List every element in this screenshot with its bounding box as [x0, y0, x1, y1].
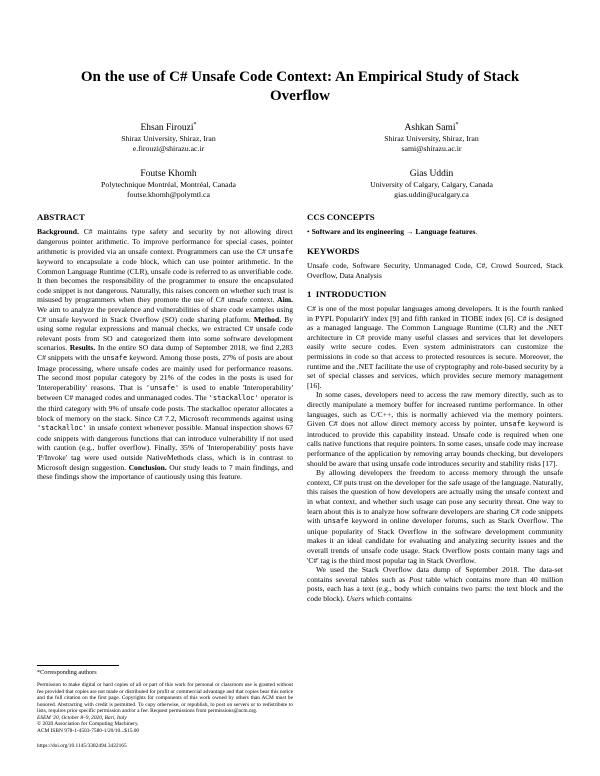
section-heading-keywords: KEYWORDS: [307, 245, 360, 256]
conference-line: ESEM '20, October 8–9, 2020, Bari, Italy: [37, 714, 127, 721]
right-column: [307, 212, 563, 752]
author-name-text: Gias Uddin: [409, 169, 454, 180]
author-email[interactable]: gias.uddin@ucalgary.ca: [394, 190, 469, 200]
section-heading-ccs: CCS CONCEPTS: [307, 212, 375, 223]
footnote-rule: [37, 665, 119, 666]
corresponding-footnote: *Corresponding authors: [37, 668, 97, 676]
author-email[interactable]: foutse.khomh@polymtl.ca: [127, 190, 210, 200]
author-block-3: [37, 165, 300, 200]
author-block-1: [37, 119, 300, 154]
author-name: [37, 165, 300, 180]
author-name: [300, 119, 563, 134]
author-grid: [37, 119, 563, 200]
author-email[interactable]: e.firouzi@shirazu.ac.ir: [132, 144, 205, 154]
section-heading-abstract: ABSTRACT: [37, 212, 85, 223]
intro-paragraph-4: We used the Stack Overflow data dump of September 2018. The data-set contains several tables such as Post table which contains more than 40 million posts, each has a text (e.g., body which contains two parts: the text block and the code block). Users which contains: [307, 565, 563, 603]
intro-paragraph-3: By allowing developers the freedom to access memory through the unsafe context, C# puts trust on the developer for the safe usage of the language. Naturally, this raises the question of how developers are actually using the unsafe context and in what context, and whether such usage can pose any security threat. One way to learn about this is to analyze how software developers are sharing C# code snippets with unsafe keyword in online developer forums, such as Stack Overflow. The unique popularity of Stack Overflow in the software development community makes it an ideal candidate for evaluating and analyzing security issues and the overall trends of unsafe code usage. Stack Overflow posts contain many tags and 'C#' tag is the third most popular tag in Stack Overflow.: [307, 468, 563, 565]
author-block-2: [300, 119, 563, 154]
two-column-body: [37, 212, 563, 752]
abstract-text: Background. C# maintains type safety and security by not allowing direct dangerous pointer arithmetic. To improve performance for special cases, pointer arithmetic is provided via an unsafe context. Programmers can use the C# unsafe keyword to encapsulate a code block, which can use pointer arithmetic. In the Common Language Runtime (CLR), unsafe code is referred to as unverifiable code. It then becomes the responsibility of the programmer to ensure the encapsulated code snippet is not dangerous. Naturally, this raises concern on whether such trust is misused by programmers when they promote the use of C# unsafe context. Aim. We aim to analyze the prevalence and vulnerabilities of share code examples using C# unsafe keyword in Stack Overflow (SO) code sharing platform. Method. By using some regular expressions and manual checks, we extracted C# unsafe code relevant posts from SO and categorized them into some software development scenarios. Results. In the entire SO data dump of September 2018, we find 2,283 C# snippets with the unsafe keyword. Among those posts, 27% of posts are about Image processing, where unsafe codes are mainly used for performance reasons. The second most popular category by 21% of the codes in the posts is used for 'Interoperability' reasons. That is 'unsafe' is used to enable 'Interoperability' between C# managed codes and unmanaged codes. The 'stackalloc' operator is the third category with 9% of unsafe code posts. The stackalloc operator allocates a block of memory on the stack. Since C# 7.2, Microsoft recommends against using 'stackalloc' in unsafe context whenever possible. Manual inspection shows 67 code snippets with dangerous functions that can introduce vulnerability if not used with caution (e.g., buffer overflow). Finally, 35% of 'Interoperability' posts have 'P/Invoke' tag were used outside NativeMethods class, which is in contrast to Microsoft design suggestion. Conclusion. Our study leads to 7 main findings, and these findings show the importance of cautiously using this feature.: [37, 227, 293, 482]
author-name-text: Foutse Khomh: [140, 169, 197, 180]
author-name: [300, 165, 563, 180]
intro-paragraph-1: C# is one of the most popular languages among developers. It is the fourth ranked in PYPL PopularitY index [9] and fifth ranked in TIOBE index [6]. C# is designed as a managed language. The Common Language Runtime (CLR) and the .NET architecture in C# provide many useful classes and services that let developers easily write secure codes. Even system administrators can customize the permissions in code so that access to protected resources is secure. Moreover, the runtime and the .NET facilitate the use of cryptography and role-based security by a set of special classes and services, which provides secure memory management [16].: [307, 304, 563, 390]
copyright-line: © 2020 Association for Computing Machinery.: [37, 721, 139, 728]
ccs-text: • Software and its engineering → Language features.: [307, 227, 478, 237]
corresponding-mark: *: [193, 122, 197, 128]
section-heading-introduction: 1 INTRODUCTION: [307, 289, 387, 300]
author-affiliation: Shiraz University, Shiraz, Iran: [121, 134, 216, 144]
intro-paragraph-2: In some cases, developers need to access the raw memory directly, such as to directly manipulate a memory buffer for increased runtime performance. In other languages, such as C/C++, this is normally achieved via the memory pointers. Given C# does not allow direct memory access by pointer, unsafe keyword is introduced to provide this capability instead. Unsafe code is required when one calls native functions that require pointers. In some cases, unsafe code may increase performance of the application by removing array bounds checking, but developers should be aware that using unsafe code introduces security and stability risks [17].: [307, 390, 563, 468]
corresponding-mark: *: [455, 122, 459, 128]
keywords-text: Unsafe code, Software Security, Unmanaged Code, C#, Crowd Sourced, Stack Overflow, Data Analysis: [307, 260, 563, 280]
first-page-footer: [37, 659, 293, 753]
author-email[interactable]: sami@shirazu.ac.ir: [401, 144, 462, 154]
doi-link[interactable]: https://doi.org/10.1145/3382494.3422165: [37, 743, 127, 750]
author-name: [37, 119, 300, 134]
author-affiliation: University of Calgary, Calgary, Canada: [370, 180, 493, 190]
left-column: [37, 212, 293, 752]
isbn-line: ACM ISBN 978-1-4503-7580-1/20/10...$15.00: [37, 727, 140, 734]
author-name-text: Ehsan Firouzi: [140, 123, 194, 134]
author-block-4: [300, 165, 563, 200]
paper-title: On the use of C# Unsafe Code Context: An Empirical Study of Stack Overflow: [80, 69, 520, 104]
permission-notice: Permission to make digital or hard copies of all or part of this work for personal or classroom use is granted without fee provided that copies are not made or distributed for profit or commercial advantage and that copies bear this notice and the full citation on the first page. Copyrights for components of this work owned by others than ACM must be honored. Abstracting with credit is permitted. To copy otherwise, or republish, to post on servers or to redistribute to lists, requires prior specific permission and/or a fee. Request permissions from permissions@acm.org.: [37, 682, 293, 715]
author-affiliation: Polytechnique Montréal, Montréal, Canada: [101, 180, 236, 190]
author-affiliation: Shiraz University, Shiraz, Iran: [384, 134, 479, 144]
author-name-text: Ashkan Sami: [404, 123, 456, 134]
